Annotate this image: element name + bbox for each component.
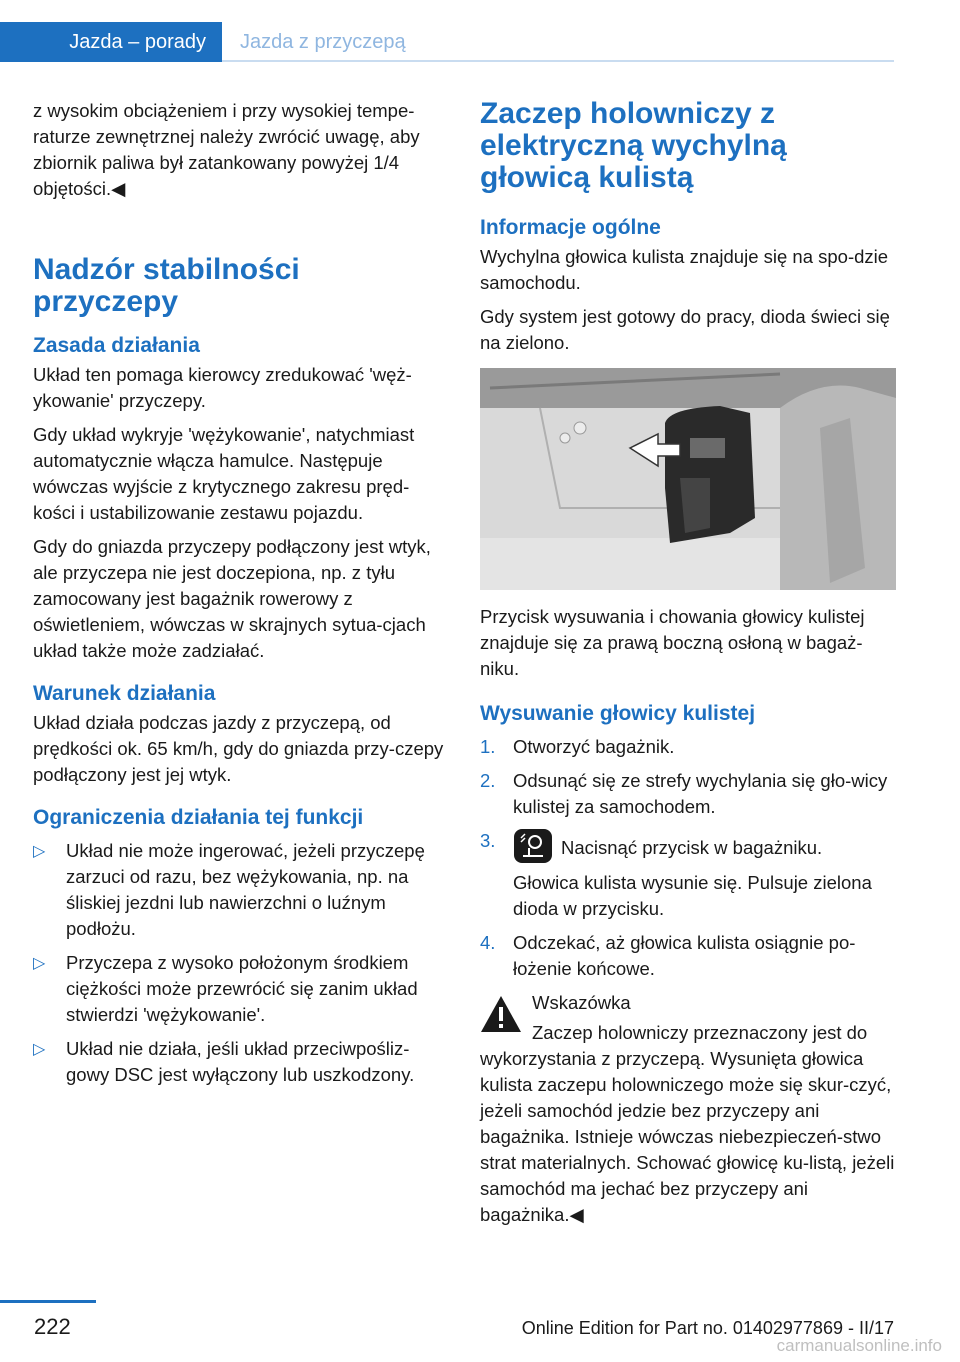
stability-title: Nadzór stabilności przyczepy — [33, 253, 300, 318]
condition-p1: Układ działa podczas jazdy z przyczepą, od prędkości ok. 65 km/h, gdy do gniazda przy-czepy podłączony jest jej wtyk. — [33, 712, 444, 785]
heading-operation: Zasada działania — [33, 334, 200, 357]
photo-caption: Przycisk wysuwania i chowania głowicy kulistej znajduje się za prawą boczną osłoną w bagaż-niku. — [480, 606, 865, 679]
list-item — [33, 1036, 448, 1088]
intro-paragraph: z wysokim obciążeniem i przy wysokiej tempe-raturze zewnętrznej należy zwrócić uwagę, aby zbiornik paliwa był zatankowany powyżej 1/4 objętości.◀ — [33, 100, 420, 199]
list-item-text: Układ nie działa, jeśli układ przeciwpośliz-gowy DSC jest wyłączony lub uszkodzony. — [66, 1038, 415, 1085]
step-number: 4. — [480, 932, 496, 953]
step-text: Otworzyć bagażnik. — [513, 736, 675, 757]
bullet-triangle-icon: ▷ — [33, 1041, 46, 1058]
step-item — [480, 768, 896, 820]
list-item-text: Układ nie może ingerować, jeżeli przyczepę zarzuci od razu, bez wężykowania, np. na śliskiej jezdni lub nawierzchni o luźnym podłożu. — [66, 840, 425, 939]
operation-p3: Gdy do gniazda przyczepy podłączony jest wtyk, ale przyczepa nie jest doczepiona, np. z tyłu zamocowany jest bagażnik rowerowy z oświetleniem, wówczas w skrajnych sytua-cjach układ także może zadziałać. — [33, 536, 431, 661]
note-title: Wskazówka — [532, 992, 631, 1013]
heading-limitations: Ograniczenia działania tej funkcji — [33, 806, 364, 829]
list-item-text: Przyczepa z wysoko położonym środkiem ciężkości może przewrócić się zanim układ stwierdzi 'wężykowanie'. — [66, 952, 418, 1025]
section-tab[interactable] — [222, 22, 894, 62]
bullet-triangle-icon: ▷ — [33, 843, 46, 860]
step-line — [513, 828, 896, 864]
step-item — [480, 734, 896, 760]
general-p1: Wychylna głowica kulista znajduje się na spo-dzie samochodu. — [480, 246, 889, 293]
towbar-button-icon — [513, 828, 553, 864]
heading-condition: Warunek działania — [33, 682, 216, 705]
chapter-title: Jazda – porady — [69, 30, 206, 53]
step-number: 3. — [480, 830, 496, 851]
left-column — [33, 98, 448, 1096]
steps-list — [480, 734, 896, 982]
list-item — [33, 950, 448, 1028]
page-number: 222 — [34, 1314, 71, 1339]
trunk-photo — [480, 368, 896, 590]
step-item — [480, 828, 896, 922]
note-text: Zaczep holowniczy przeznaczony jest do wykorzystania z przyczepą. Wysunięta głowica kulista zaczepu holowniczego może się skur-czyć, jeżeli samochód jedzie bez przyczepy ani bagażnika. Istnieje wówczas niebezpieczeń-stwo strat materialnych. Schować głowicę ku-listą, jeżeli samochód ma jechać bez przyczepy ani bagażnika.◀ — [480, 1022, 895, 1225]
step-item — [480, 930, 896, 982]
heading-general: Informacje ogólne — [480, 216, 661, 239]
edition-text: Online Edition for Part no. 01402977869 - II/17 — [521, 1318, 894, 1338]
step-text: Nacisnąć przycisk w bagażniku. — [561, 837, 823, 858]
right-column — [480, 98, 896, 1236]
step-number: 1. — [480, 736, 496, 757]
warning-icon — [480, 994, 522, 1034]
step-subtext: Głowica kulista wysunie się. Pulsuje zielona dioda w przycisku. — [513, 872, 872, 919]
header-divider — [222, 60, 894, 62]
operation-p2: Gdy układ wykryje 'wężykowanie', natychmiast automatycznie włącza hamulce. Następuje wówczas wyjście z krytycznego zakresu pręd-kości i ustabilizowanie zestawu pojazdu. — [33, 424, 415, 523]
heading-extend: Wysuwanie głowicy kulistej — [480, 702, 756, 725]
operation-p1: Układ ten pomaga kierowcy zredukować 'węż-ykowanie' przyczepy. — [33, 364, 412, 411]
note-box — [480, 990, 896, 1228]
section-title: Jazda z przyczepą — [240, 30, 406, 53]
towbar-title: Zaczep holowniczy z elektryczną wychylną głowicą kulistą — [480, 97, 787, 194]
footer-divider — [0, 1300, 96, 1303]
bullet-triangle-icon: ▷ — [33, 955, 46, 972]
watermark[interactable]: carmanualsonline.info — [776, 1336, 942, 1355]
chapter-tab[interactable] — [0, 22, 222, 62]
list-item — [33, 838, 448, 942]
limitations-list — [33, 838, 448, 1088]
general-p2: Gdy system jest gotowy do pracy, dioda świeci się na zielono. — [480, 306, 890, 353]
step-text: Odsunąć się ze strefy wychylania się gło-wicy kulistej za samochodem. — [513, 770, 888, 817]
step-text: Odczekać, aż głowica kulista osiągnie po-łożenie końcowe. — [513, 932, 856, 979]
step-number: 2. — [480, 770, 496, 791]
